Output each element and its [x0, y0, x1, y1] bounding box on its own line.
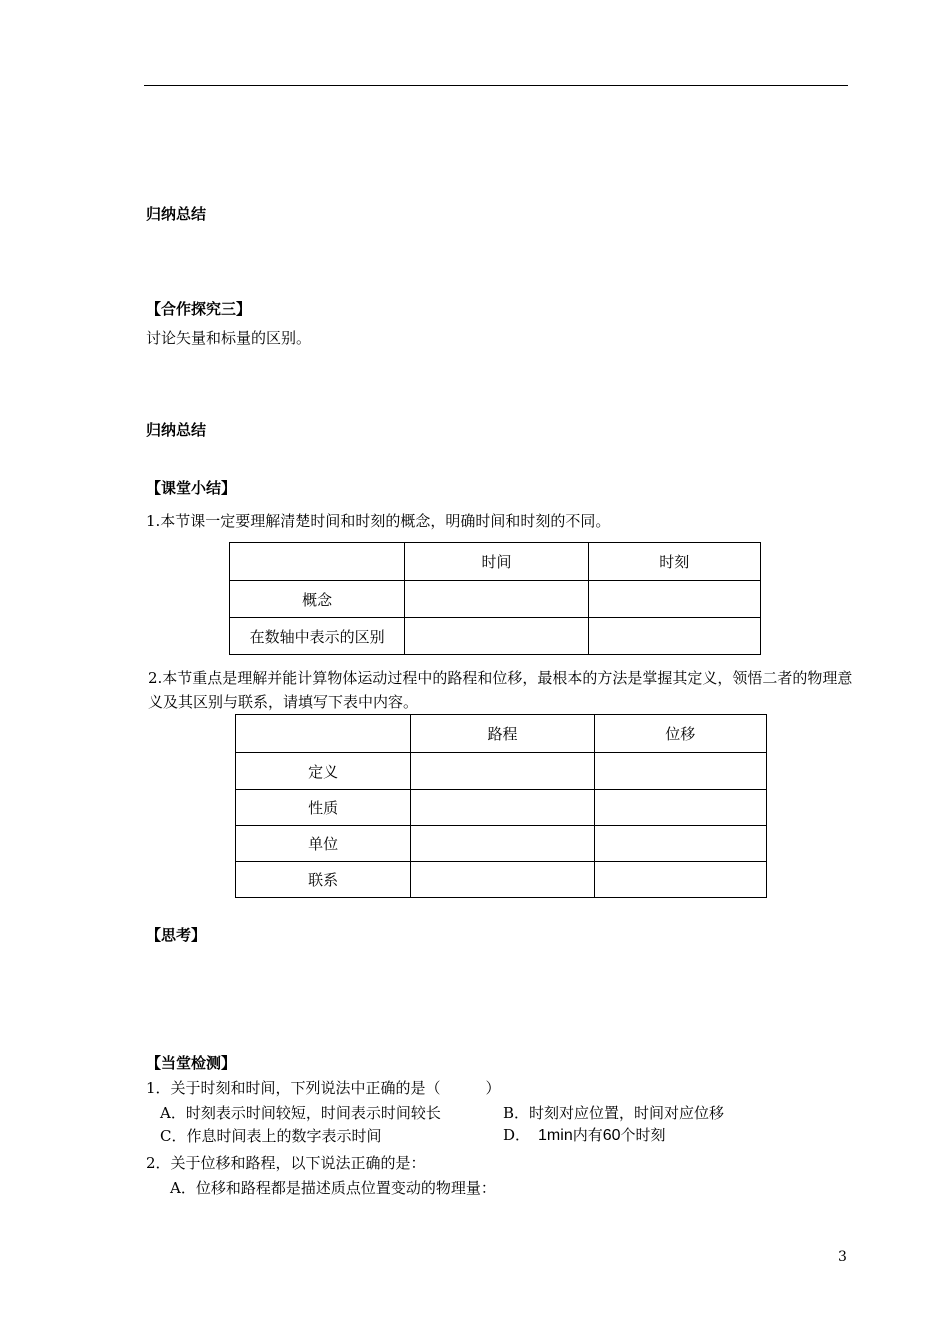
- in-class-test-title: 【当堂检测】: [146, 1054, 237, 1072]
- table2-header-displacement: 位移: [594, 715, 766, 753]
- option-d-number-2: 60: [602, 1127, 621, 1144]
- table1-cell[interactable]: [588, 581, 760, 618]
- summary-item-1: 1.本节课一定要理解清楚时间和时刻的概念，明确时间和时刻的不同。: [146, 512, 611, 530]
- summary-heading-2: 归纳总结: [146, 421, 207, 439]
- option-d-mid: 内有: [572, 1126, 603, 1144]
- distance-displacement-table: [235, 714, 767, 898]
- question-2: 2．关于位移和路程，以下说法正确的是：: [146, 1154, 426, 1172]
- question-1-option-d: [503, 1124, 666, 1145]
- option-d-prefix: D．: [503, 1126, 531, 1144]
- table2-header-distance: 路程: [411, 715, 594, 753]
- table1-cell[interactable]: [588, 618, 760, 655]
- table2-cell[interactable]: [594, 790, 766, 826]
- summary-item-2: 2.本节重点是理解并能计算物体运动过程中的路程和位移，最根本的方法是掌握其定义，领悟二者的物理意义及其区别与联系，请填写下表中内容。: [148, 669, 853, 711]
- question-2-option-a: A．位移和路程都是描述质点位置变动的物理量：: [170, 1179, 496, 1197]
- question-1: 1．关于时刻和时间，下列说法中正确的是（ ）: [146, 1079, 501, 1097]
- think-title: 【思考】: [146, 926, 207, 944]
- time-moment-table: [229, 542, 761, 655]
- option-d-number-1: 1min: [538, 1127, 573, 1144]
- table2-cell[interactable]: [411, 826, 594, 862]
- table2-cell[interactable]: [594, 826, 766, 862]
- table1-row-label: 在数轴中表示的区别: [230, 618, 405, 655]
- question-1-option-b: B．时刻对应位置，时间对应位移: [503, 1104, 725, 1122]
- table2-cell[interactable]: [594, 862, 766, 898]
- table1-header-moment: 时刻: [588, 543, 760, 581]
- table2-header-empty: [236, 715, 411, 753]
- table1-cell[interactable]: [405, 618, 588, 655]
- table2-row-label: 联系: [236, 862, 411, 898]
- table2-cell[interactable]: [594, 753, 766, 790]
- table1-cell[interactable]: [405, 581, 588, 618]
- table2-row-label: 性质: [236, 790, 411, 826]
- table1-row-label: 概念: [230, 581, 405, 618]
- table1-header-time: 时间: [405, 543, 588, 581]
- option-d-suffix: 个时刻: [620, 1126, 666, 1144]
- class-summary-title: 【课堂小结】: [146, 479, 237, 497]
- question-1-option-c: C．作息时间表上的数字表示时间: [160, 1127, 382, 1145]
- table2-row-label: 单位: [236, 826, 411, 862]
- table2-cell[interactable]: [411, 753, 594, 790]
- table2-row-label: 定义: [236, 753, 411, 790]
- table2-cell[interactable]: [411, 790, 594, 826]
- table1-header-empty: [230, 543, 405, 581]
- header-rule: [144, 85, 848, 86]
- coop-explore-3-text: 讨论矢量和标量的区别。: [146, 329, 312, 347]
- question-1-option-a: A．时刻表示时间较短，时间表示时间较长: [160, 1104, 441, 1122]
- table2-cell[interactable]: [411, 862, 594, 898]
- summary-heading-1: 归纳总结: [146, 205, 207, 223]
- page-number: 3: [838, 1249, 847, 1265]
- coop-explore-3-title: 【合作探究三】: [146, 300, 252, 318]
